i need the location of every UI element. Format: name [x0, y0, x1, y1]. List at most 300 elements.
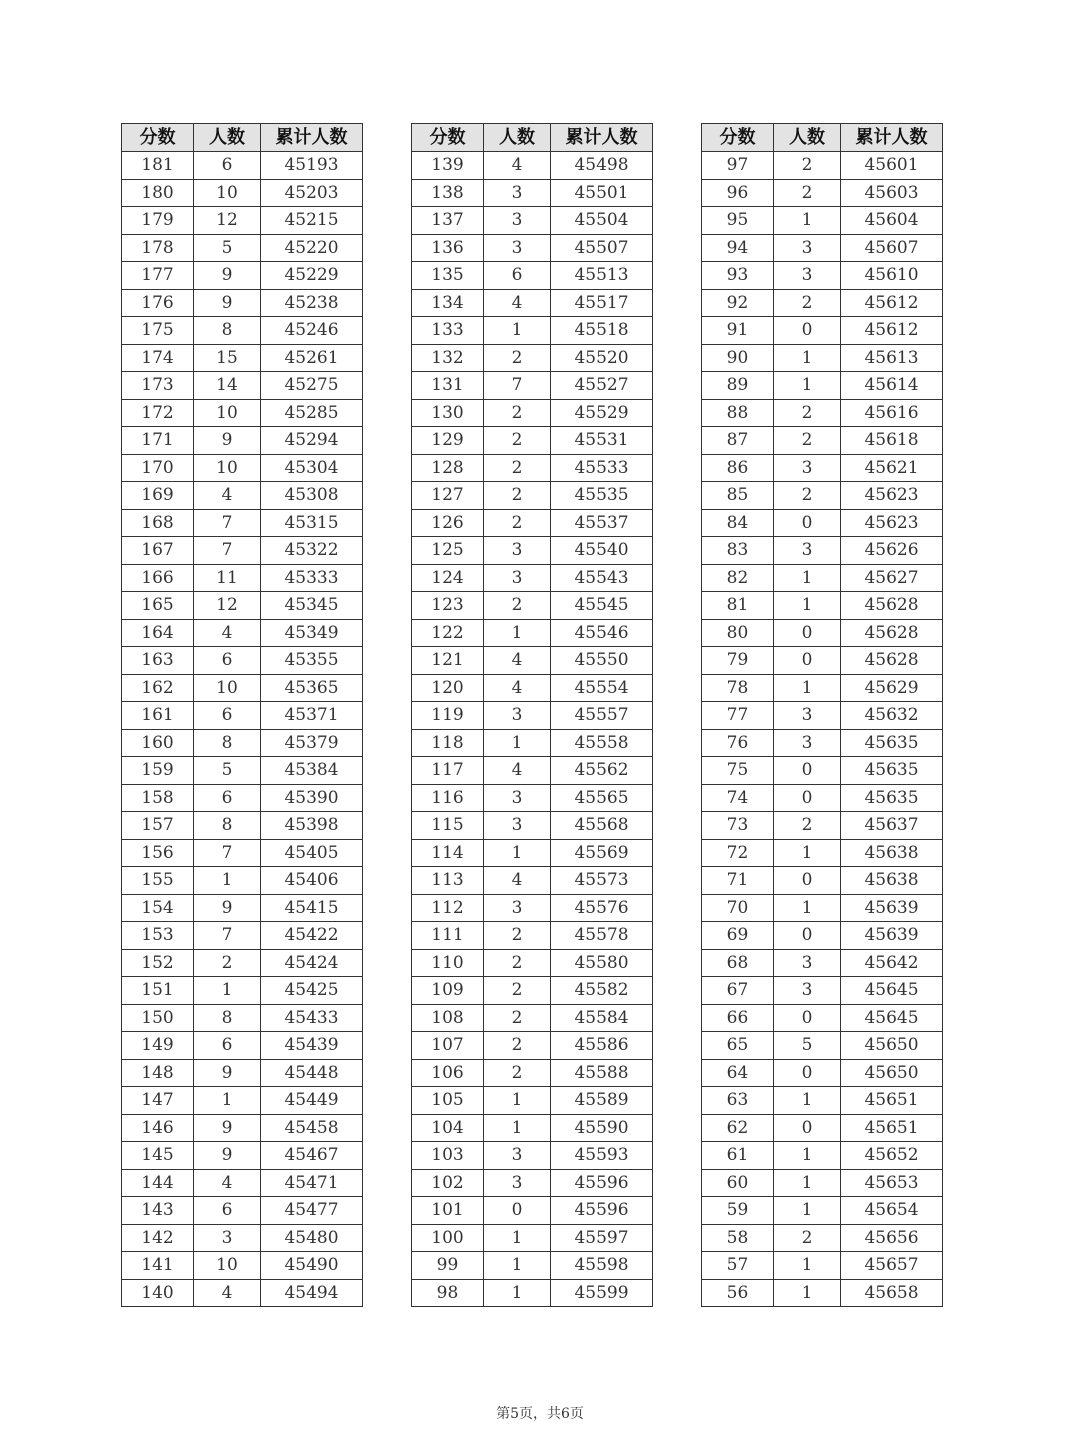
cumulative-cell: 45596 — [551, 1197, 653, 1225]
cumulative-cell: 45657 — [841, 1252, 943, 1280]
count-cell: 1 — [194, 867, 261, 895]
score-cell: 168 — [122, 509, 194, 537]
score-cell: 93 — [702, 262, 774, 290]
table-row — [702, 867, 943, 895]
count-cell: 3 — [484, 234, 551, 262]
table-row — [702, 262, 943, 290]
cumulative-cell: 45557 — [551, 702, 653, 730]
cumulative-cell: 45601 — [841, 152, 943, 180]
cumulative-cell: 45638 — [841, 867, 943, 895]
table-row — [412, 179, 653, 207]
table-row — [412, 784, 653, 812]
cumulative-cell: 45304 — [261, 454, 363, 482]
count-cell: 5 — [194, 234, 261, 262]
count-cell: 1 — [774, 1279, 841, 1307]
count-cell: 7 — [194, 922, 261, 950]
table-row — [702, 482, 943, 510]
cumulative-cell: 45586 — [551, 1032, 653, 1060]
count-cell: 3 — [484, 179, 551, 207]
cumulative-cell: 45612 — [841, 289, 943, 317]
table-row — [122, 1032, 363, 1060]
cumulative-cell: 45540 — [551, 537, 653, 565]
cumulative-cell: 45558 — [551, 729, 653, 757]
cumulative-cell: 45650 — [841, 1032, 943, 1060]
table-row — [412, 1032, 653, 1060]
score-cell: 98 — [412, 1279, 484, 1307]
score-cell: 151 — [122, 977, 194, 1005]
score-cell: 126 — [412, 509, 484, 537]
count-cell: 10 — [194, 399, 261, 427]
cumulative-cell: 45639 — [841, 922, 943, 950]
count-cell: 1 — [774, 564, 841, 592]
count-cell: 2 — [774, 1224, 841, 1252]
count-cell: 1 — [484, 1087, 551, 1115]
score-cell: 142 — [122, 1224, 194, 1252]
score-cell: 74 — [702, 784, 774, 812]
cumulative-cell: 45531 — [551, 427, 653, 455]
score-cell: 137 — [412, 207, 484, 235]
score-cell: 138 — [412, 179, 484, 207]
score-cell: 149 — [122, 1032, 194, 1060]
count-cell: 3 — [484, 1142, 551, 1170]
score-cell: 162 — [122, 674, 194, 702]
score-cell: 111 — [412, 922, 484, 950]
score-cell: 107 — [412, 1032, 484, 1060]
table-row — [702, 564, 943, 592]
count-cell: 6 — [194, 1197, 261, 1225]
cumulative-cell: 45653 — [841, 1169, 943, 1197]
table-header-row — [702, 124, 943, 152]
table-row — [412, 702, 653, 730]
count-cell: 12 — [194, 207, 261, 235]
score-cell: 63 — [702, 1087, 774, 1115]
score-cell: 148 — [122, 1059, 194, 1087]
cumulative-cell: 45501 — [551, 179, 653, 207]
cumulative-cell: 45504 — [551, 207, 653, 235]
cumulative-cell: 45246 — [261, 317, 363, 345]
score-cell: 144 — [122, 1169, 194, 1197]
score-cell: 110 — [412, 949, 484, 977]
table-header-row — [122, 124, 363, 152]
count-cell: 3 — [774, 537, 841, 565]
score-cell: 131 — [412, 372, 484, 400]
table-row — [412, 262, 653, 290]
cumulative-cell: 45627 — [841, 564, 943, 592]
table-row — [122, 1279, 363, 1307]
table-row — [702, 1059, 943, 1087]
header-score: 分数 — [412, 124, 484, 152]
table-row — [412, 977, 653, 1005]
table-row — [412, 207, 653, 235]
table-body — [702, 152, 943, 1307]
table-row — [702, 977, 943, 1005]
cumulative-cell: 45598 — [551, 1252, 653, 1280]
count-cell: 3 — [484, 812, 551, 840]
table-row — [122, 289, 363, 317]
cumulative-cell: 45590 — [551, 1114, 653, 1142]
cumulative-cell: 45349 — [261, 619, 363, 647]
cumulative-cell: 45638 — [841, 839, 943, 867]
count-cell: 3 — [484, 564, 551, 592]
score-cell: 77 — [702, 702, 774, 730]
table-row — [412, 372, 653, 400]
cumulative-cell: 45390 — [261, 784, 363, 812]
score-cell: 100 — [412, 1224, 484, 1252]
count-cell: 2 — [484, 592, 551, 620]
table-row — [412, 509, 653, 537]
score-cell: 106 — [412, 1059, 484, 1087]
table-row — [412, 482, 653, 510]
cumulative-cell: 45261 — [261, 344, 363, 372]
count-cell: 5 — [194, 757, 261, 785]
table-row — [122, 977, 363, 1005]
cumulative-cell: 45529 — [551, 399, 653, 427]
table-row — [412, 344, 653, 372]
score-cell: 167 — [122, 537, 194, 565]
score-cell: 176 — [122, 289, 194, 317]
count-cell: 2 — [484, 427, 551, 455]
cumulative-cell: 45613 — [841, 344, 943, 372]
header-score: 分数 — [702, 124, 774, 152]
cumulative-cell: 45554 — [551, 674, 653, 702]
table-row — [412, 674, 653, 702]
score-cell: 85 — [702, 482, 774, 510]
cumulative-cell: 45533 — [551, 454, 653, 482]
count-cell: 1 — [774, 344, 841, 372]
table-row — [702, 592, 943, 620]
cumulative-cell: 45599 — [551, 1279, 653, 1307]
score-cell: 61 — [702, 1142, 774, 1170]
score-cell: 147 — [122, 1087, 194, 1115]
cumulative-cell: 45449 — [261, 1087, 363, 1115]
table-row — [702, 234, 943, 262]
score-cell: 166 — [122, 564, 194, 592]
score-cell: 105 — [412, 1087, 484, 1115]
table-row — [122, 894, 363, 922]
score-cell: 158 — [122, 784, 194, 812]
count-cell: 1 — [484, 1224, 551, 1252]
cumulative-cell: 45614 — [841, 372, 943, 400]
cumulative-cell: 45588 — [551, 1059, 653, 1087]
score-cell: 181 — [122, 152, 194, 180]
count-cell: 1 — [774, 839, 841, 867]
count-cell: 8 — [194, 729, 261, 757]
count-cell: 3 — [484, 207, 551, 235]
header-count: 人数 — [194, 124, 261, 152]
score-cell: 123 — [412, 592, 484, 620]
score-cell: 67 — [702, 977, 774, 1005]
count-cell: 7 — [484, 372, 551, 400]
score-cell: 73 — [702, 812, 774, 840]
count-cell: 11 — [194, 564, 261, 592]
count-cell: 9 — [194, 894, 261, 922]
count-cell: 1 — [484, 619, 551, 647]
table-row — [122, 262, 363, 290]
score-cell: 154 — [122, 894, 194, 922]
score-cell: 121 — [412, 647, 484, 675]
cumulative-cell: 45582 — [551, 977, 653, 1005]
table-row — [412, 757, 653, 785]
cumulative-cell: 45618 — [841, 427, 943, 455]
score-cell: 117 — [412, 757, 484, 785]
count-cell: 2 — [484, 344, 551, 372]
cumulative-cell: 45656 — [841, 1224, 943, 1252]
score-cell: 153 — [122, 922, 194, 950]
count-cell: 2 — [484, 1032, 551, 1060]
count-cell: 9 — [194, 427, 261, 455]
count-cell: 2 — [194, 949, 261, 977]
table-row — [702, 1197, 943, 1225]
score-cell: 112 — [412, 894, 484, 922]
cumulative-cell: 45612 — [841, 317, 943, 345]
score-cell: 94 — [702, 234, 774, 262]
score-cell: 120 — [412, 674, 484, 702]
cumulative-cell: 45425 — [261, 977, 363, 1005]
score-cell: 116 — [412, 784, 484, 812]
table-row — [122, 674, 363, 702]
cumulative-cell: 45578 — [551, 922, 653, 950]
score-cell: 68 — [702, 949, 774, 977]
count-cell: 3 — [194, 1224, 261, 1252]
cumulative-cell: 45517 — [551, 289, 653, 317]
score-cell: 127 — [412, 482, 484, 510]
score-cell: 165 — [122, 592, 194, 620]
count-cell: 6 — [194, 647, 261, 675]
table-row — [702, 949, 943, 977]
score-cell: 92 — [702, 289, 774, 317]
cumulative-cell: 45635 — [841, 729, 943, 757]
count-cell: 2 — [774, 427, 841, 455]
cumulative-cell: 45576 — [551, 894, 653, 922]
table-row — [702, 1004, 943, 1032]
score-cell: 89 — [702, 372, 774, 400]
table-header-row — [412, 124, 653, 152]
table-row — [122, 344, 363, 372]
table-row — [702, 317, 943, 345]
table-row — [122, 564, 363, 592]
score-cell: 59 — [702, 1197, 774, 1225]
count-cell: 9 — [194, 1114, 261, 1142]
cumulative-cell: 45628 — [841, 647, 943, 675]
score-cell: 69 — [702, 922, 774, 950]
cumulative-cell: 45345 — [261, 592, 363, 620]
count-cell: 1 — [774, 1252, 841, 1280]
table-row — [702, 1142, 943, 1170]
header-count: 人数 — [774, 124, 841, 152]
cumulative-cell: 45580 — [551, 949, 653, 977]
table-row — [122, 399, 363, 427]
cumulative-cell: 45584 — [551, 1004, 653, 1032]
cumulative-cell: 45652 — [841, 1142, 943, 1170]
count-cell: 4 — [484, 674, 551, 702]
table-row — [122, 1059, 363, 1087]
cumulative-cell: 45355 — [261, 647, 363, 675]
table-row — [702, 647, 943, 675]
table-row — [412, 427, 653, 455]
count-cell: 4 — [484, 867, 551, 895]
table-row — [412, 564, 653, 592]
table-row — [412, 812, 653, 840]
score-cell: 171 — [122, 427, 194, 455]
score-cell: 84 — [702, 509, 774, 537]
score-table-2 — [411, 123, 653, 1307]
cumulative-cell: 45623 — [841, 482, 943, 510]
score-cell: 164 — [122, 619, 194, 647]
table-row — [412, 1087, 653, 1115]
cumulative-cell: 45535 — [551, 482, 653, 510]
table-row — [412, 1004, 653, 1032]
cumulative-cell: 45573 — [551, 867, 653, 895]
table-row — [412, 1197, 653, 1225]
table-row — [702, 894, 943, 922]
cumulative-cell: 45322 — [261, 537, 363, 565]
cumulative-cell: 45650 — [841, 1059, 943, 1087]
score-cell: 174 — [122, 344, 194, 372]
cumulative-cell: 45527 — [551, 372, 653, 400]
score-cell: 64 — [702, 1059, 774, 1087]
score-cell: 87 — [702, 427, 774, 455]
cumulative-cell: 45371 — [261, 702, 363, 730]
cumulative-cell: 45658 — [841, 1279, 943, 1307]
count-cell: 2 — [484, 509, 551, 537]
table-row — [702, 702, 943, 730]
table-row — [122, 509, 363, 537]
table-row — [702, 207, 943, 235]
cumulative-cell: 45632 — [841, 702, 943, 730]
table-row — [122, 757, 363, 785]
cumulative-cell: 45518 — [551, 317, 653, 345]
count-cell: 6 — [194, 784, 261, 812]
count-cell: 1 — [484, 1252, 551, 1280]
cumulative-cell: 45498 — [551, 152, 653, 180]
cumulative-cell: 45215 — [261, 207, 363, 235]
count-cell: 10 — [194, 1252, 261, 1280]
table-row — [702, 1114, 943, 1142]
score-cell: 108 — [412, 1004, 484, 1032]
score-cell: 95 — [702, 207, 774, 235]
table-row — [122, 317, 363, 345]
count-cell: 1 — [774, 592, 841, 620]
table-row — [122, 1114, 363, 1142]
score-cell: 58 — [702, 1224, 774, 1252]
count-cell: 9 — [194, 262, 261, 290]
score-cell: 155 — [122, 867, 194, 895]
table-row — [702, 757, 943, 785]
score-cell: 134 — [412, 289, 484, 317]
score-cell: 72 — [702, 839, 774, 867]
table-row — [702, 509, 943, 537]
count-cell: 9 — [194, 289, 261, 317]
count-cell: 3 — [484, 1169, 551, 1197]
count-cell: 7 — [194, 509, 261, 537]
table-row — [412, 949, 653, 977]
table-row — [702, 1252, 943, 1280]
score-cell: 88 — [702, 399, 774, 427]
score-cell: 57 — [702, 1252, 774, 1280]
cumulative-cell: 45424 — [261, 949, 363, 977]
table-row — [122, 839, 363, 867]
score-cell: 179 — [122, 207, 194, 235]
count-cell: 3 — [774, 729, 841, 757]
cumulative-cell: 45220 — [261, 234, 363, 262]
count-cell: 6 — [484, 262, 551, 290]
table-row — [122, 1224, 363, 1252]
table-row — [412, 1142, 653, 1170]
score-cell: 152 — [122, 949, 194, 977]
count-cell: 0 — [774, 1059, 841, 1087]
count-cell: 5 — [774, 1032, 841, 1060]
score-cell: 139 — [412, 152, 484, 180]
count-cell: 4 — [194, 482, 261, 510]
cumulative-cell: 45379 — [261, 729, 363, 757]
score-cell: 97 — [702, 152, 774, 180]
table-row — [412, 592, 653, 620]
cumulative-cell: 45285 — [261, 399, 363, 427]
count-cell: 10 — [194, 454, 261, 482]
count-cell: 1 — [774, 1169, 841, 1197]
table-row — [122, 372, 363, 400]
cumulative-cell: 45513 — [551, 262, 653, 290]
score-cell: 143 — [122, 1197, 194, 1225]
score-cell: 91 — [702, 317, 774, 345]
page-footer: 第5页，共6页 — [496, 1406, 584, 1422]
count-cell: 1 — [774, 674, 841, 702]
table-row — [702, 427, 943, 455]
count-cell: 3 — [774, 702, 841, 730]
cumulative-cell: 45238 — [261, 289, 363, 317]
score-table-3 — [701, 123, 943, 1307]
count-cell: 14 — [194, 372, 261, 400]
count-cell: 3 — [484, 537, 551, 565]
cumulative-cell: 45467 — [261, 1142, 363, 1170]
count-cell: 3 — [774, 977, 841, 1005]
cumulative-cell: 45607 — [841, 234, 943, 262]
cumulative-cell: 45203 — [261, 179, 363, 207]
score-cell: 173 — [122, 372, 194, 400]
count-cell: 2 — [774, 482, 841, 510]
table-row — [702, 372, 943, 400]
count-cell: 2 — [484, 482, 551, 510]
score-cell: 62 — [702, 1114, 774, 1142]
score-cell: 146 — [122, 1114, 194, 1142]
table-row — [122, 619, 363, 647]
score-cell: 75 — [702, 757, 774, 785]
count-cell: 0 — [774, 317, 841, 345]
score-cell: 128 — [412, 454, 484, 482]
cumulative-cell: 45651 — [841, 1087, 943, 1115]
count-cell: 2 — [774, 812, 841, 840]
table-row — [122, 1142, 363, 1170]
table-row — [702, 1087, 943, 1115]
count-cell: 0 — [774, 784, 841, 812]
count-cell: 1 — [484, 839, 551, 867]
cumulative-cell: 45623 — [841, 509, 943, 537]
cumulative-cell: 45494 — [261, 1279, 363, 1307]
count-cell: 6 — [194, 152, 261, 180]
header-score: 分数 — [122, 124, 194, 152]
cumulative-cell: 45308 — [261, 482, 363, 510]
table-row — [122, 812, 363, 840]
count-cell: 4 — [484, 757, 551, 785]
score-cell: 86 — [702, 454, 774, 482]
table-row — [702, 289, 943, 317]
cumulative-cell: 45480 — [261, 1224, 363, 1252]
count-cell: 1 — [484, 1279, 551, 1307]
count-cell: 2 — [484, 977, 551, 1005]
table-row — [412, 922, 653, 950]
table-row — [702, 399, 943, 427]
count-cell: 1 — [194, 1087, 261, 1115]
